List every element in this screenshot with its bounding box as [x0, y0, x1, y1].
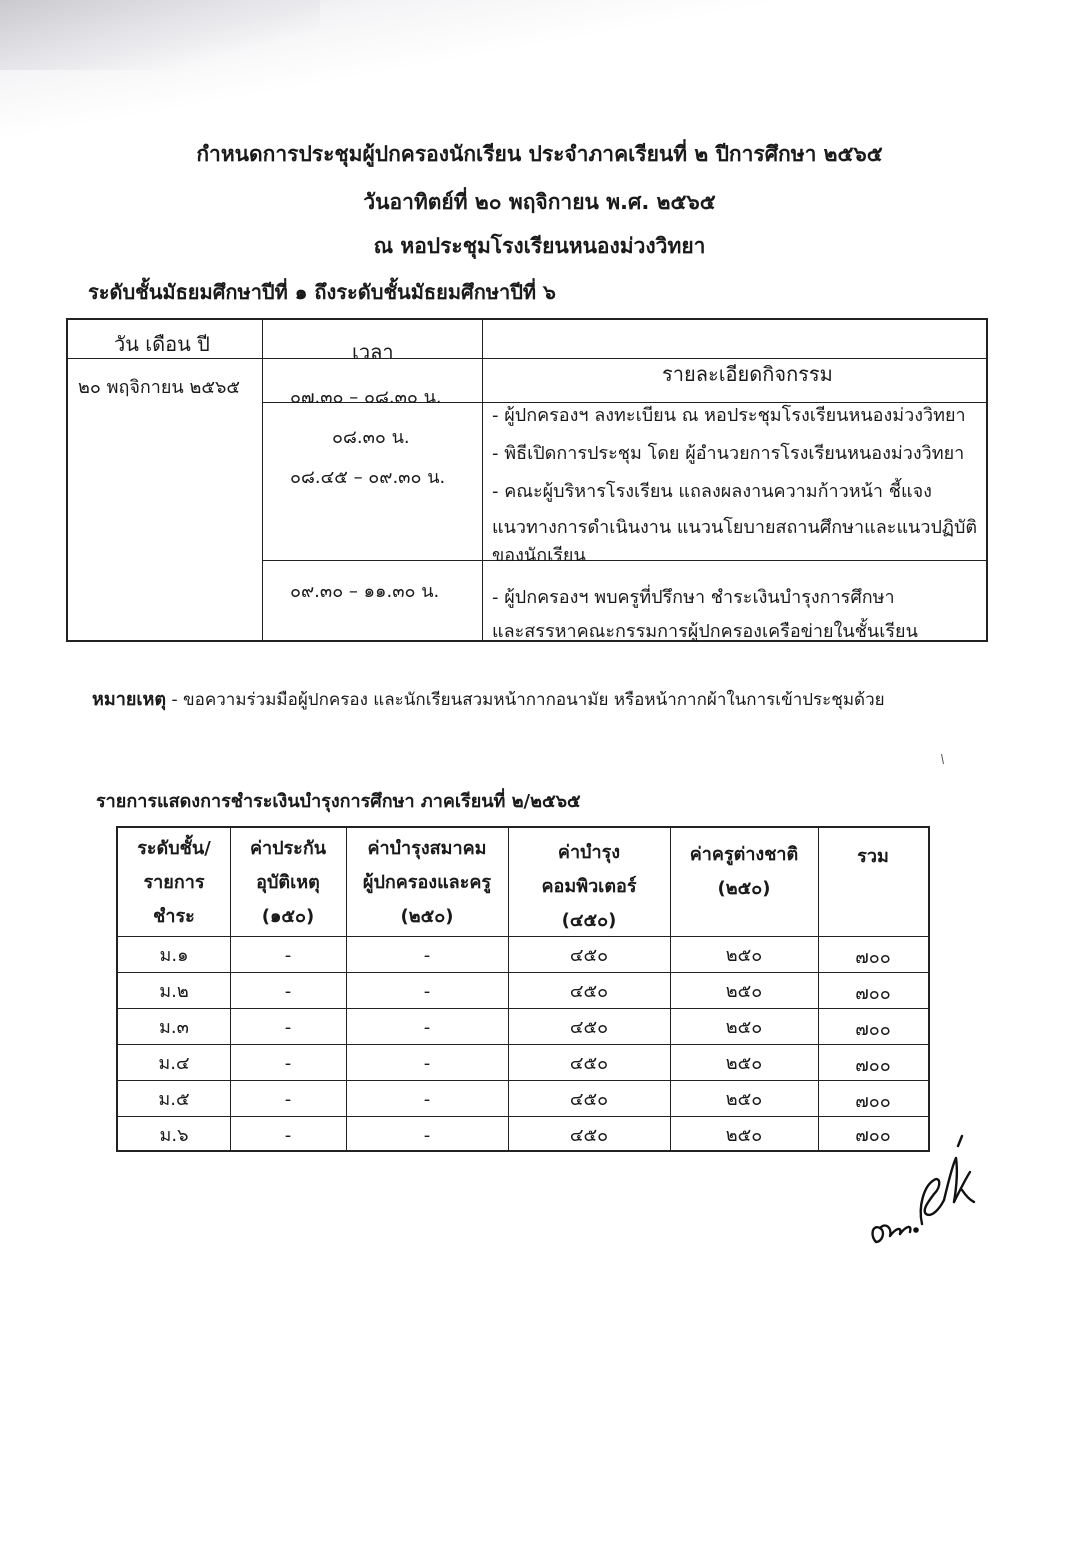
payment-cell-association: - [423, 981, 431, 1002]
payment-header-foreign-teacher-fee: ค่าครูต่างชาติ (๒๕๐) [689, 844, 799, 899]
schedule-header-details: รายละเอียดกิจกรรม [662, 362, 833, 386]
payment-cell-insurance: - [284, 1125, 292, 1146]
schedule-time: ๐๘.๔๕ – ๐๙.๓๐ น. [290, 467, 446, 488]
schedule-header-time: เวลา [352, 340, 394, 364]
schedule-row-divider [262, 560, 986, 561]
payment-cell-computer: ๔๕๐ [569, 1125, 609, 1146]
payment-cell-computer: ๔๕๐ [569, 945, 609, 966]
payment-cell-level: ม.๖ [159, 1125, 189, 1146]
schedule-column-divider [482, 320, 483, 640]
payment-cell-level: ม.๑ [159, 945, 189, 966]
payment-cell-insurance: - [284, 945, 292, 966]
payment-cell-total: ๗๐๐ [855, 1091, 891, 1112]
schedule-detail: แนวทางการดำเนินงาน แนวนโยบายสถานศึกษาและแนวปฏิบัติ [492, 517, 978, 538]
payment-cell-association: - [423, 1053, 431, 1074]
payment-header-accident-insurance: ค่าประกัน อุบัติเหตุ (๑๕๐) [249, 838, 327, 927]
payment-header-computer-fee: ค่าบำรุง คอมพิวเตอร์ (๔๕๐) [541, 842, 637, 931]
payment-cell-computer: ๔๕๐ [569, 1017, 609, 1038]
payment-cell-total: ๗๐๐ [855, 1125, 891, 1146]
payment-cell-total: ๗๐๐ [855, 1019, 891, 1040]
payment-cell-level: ม.๓ [159, 1017, 189, 1038]
payment-cell-computer: ๔๕๐ [569, 1053, 609, 1074]
payment-cell-insurance: - [284, 1017, 292, 1038]
payment-cell-association: - [423, 1125, 431, 1146]
payment-cell-insurance: - [284, 1089, 292, 1110]
remark-label: หมายเหตุ [92, 689, 167, 710]
payment-cell-total: ๗๐๐ [855, 947, 891, 968]
schedule-time: ๐๗.๓๐ – ๐๘.๓๐ น. [290, 387, 442, 408]
schedule-date-value: ๒๐ พฤจิกายน ๒๕๖๕ [78, 377, 240, 398]
payment-cell-computer: ๔๕๐ [569, 981, 609, 1002]
schedule-time: ๐๘.๓๐ น. [332, 427, 410, 448]
payment-header-total: รวม [857, 846, 889, 867]
payment-cell-association: - [423, 1017, 431, 1038]
payment-table-title: รายการแสดงการชำระเงินบำรุงการศึกษา ภาคเรียนที่ ๒/๒๕๖๕ [96, 791, 581, 812]
payment-cell-computer: ๔๕๐ [569, 1089, 609, 1110]
payment-table [116, 826, 930, 1152]
payment-cell-total: ๗๐๐ [855, 983, 891, 1004]
payment-cell-association: - [423, 945, 431, 966]
schedule-column-divider [262, 320, 263, 640]
stray-mark [941, 754, 944, 764]
payment-cell-foreign-teacher: ๒๕๐ [725, 1053, 763, 1074]
grade-level-title: ระดับชั้นมัธยมศึกษาปีที่ ๑ ถึงระดับชั้นมัธยมศึกษาปีที่ ๖ [88, 280, 556, 304]
document-venue-line: ณ หอประชุมโรงเรียนหนองม่วงวิทยา [373, 234, 706, 258]
payment-cell-foreign-teacher: ๒๕๐ [725, 981, 763, 1002]
handwritten-signature [862, 1132, 982, 1252]
document-title: กำหนดการประชุมผู้ปกครองนักเรียน ประจำภาคเรียนที่ ๒ ปีการศึกษา ๒๕๖๕ [196, 142, 883, 166]
payment-cell-association: - [423, 1089, 431, 1110]
schedule-table [66, 318, 988, 642]
remark-text: - ขอความร่วมมือผู้ปกครอง และนักเรียนสวมหน้ากากอนามัย หรือหน้ากากผ้าในการเข้าประชุมด้วย [171, 690, 885, 710]
schedule-detail: - พิธีเปิดการประชุม โดย ผู้อำนวยการโรงเรียนหนองม่วงวิทยา [492, 443, 965, 464]
paper-corner-shadow [0, 0, 320, 70]
payment-cell-foreign-teacher: ๒๕๐ [725, 945, 763, 966]
payment-cell-level: ม.๕ [158, 1089, 190, 1110]
payment-cell-foreign-teacher: ๒๕๐ [725, 1125, 763, 1146]
payment-cell-foreign-teacher: ๒๕๐ [725, 1089, 763, 1110]
payment-header-level: ระดับชั้น/ รายการ ชำระ [137, 838, 211, 927]
schedule-detail: - ผู้ปกครองฯ พบครูที่ปรึกษา ชำระเงินบำรุงการศึกษา [492, 587, 895, 608]
schedule-header-date: วัน เดือน ปี [114, 332, 210, 356]
payment-cell-total: ๗๐๐ [855, 1055, 891, 1076]
payment-cell-level: ม.๒ [159, 981, 189, 1002]
payment-cell-insurance: - [284, 1053, 292, 1074]
schedule-detail: - ผู้ปกครองฯ ลงทะเบียน ณ หอประชุมโรงเรียนหนองม่วงวิทยา [492, 405, 966, 426]
schedule-detail: ของนักเรียน [492, 545, 586, 566]
schedule-detail: และสรรหาคณะกรรมการผู้ปกครองเครือข่ายในชั้นเรียน [492, 621, 918, 642]
payment-cell-insurance: - [284, 981, 292, 1002]
payment-header-association-fee: ค่าบำรุงสมาคม ผู้ปกครองและครู (๒๕๐) [362, 838, 492, 927]
schedule-detail: - คณะผู้บริหารโรงเรียน แถลงผลงานความก้าวหน้า ชี้แจง [492, 481, 932, 502]
remark-note [92, 684, 885, 713]
document-date-line: วันอาทิตย์ที่ ๒๐ พฤจิกายน พ.ศ. ๒๕๖๕ [363, 190, 716, 214]
payment-cell-foreign-teacher: ๒๕๐ [725, 1017, 763, 1038]
payment-cell-level: ม.๔ [158, 1053, 190, 1074]
schedule-time: ๐๙.๓๐ – ๑๑.๓๐ น. [290, 581, 440, 602]
